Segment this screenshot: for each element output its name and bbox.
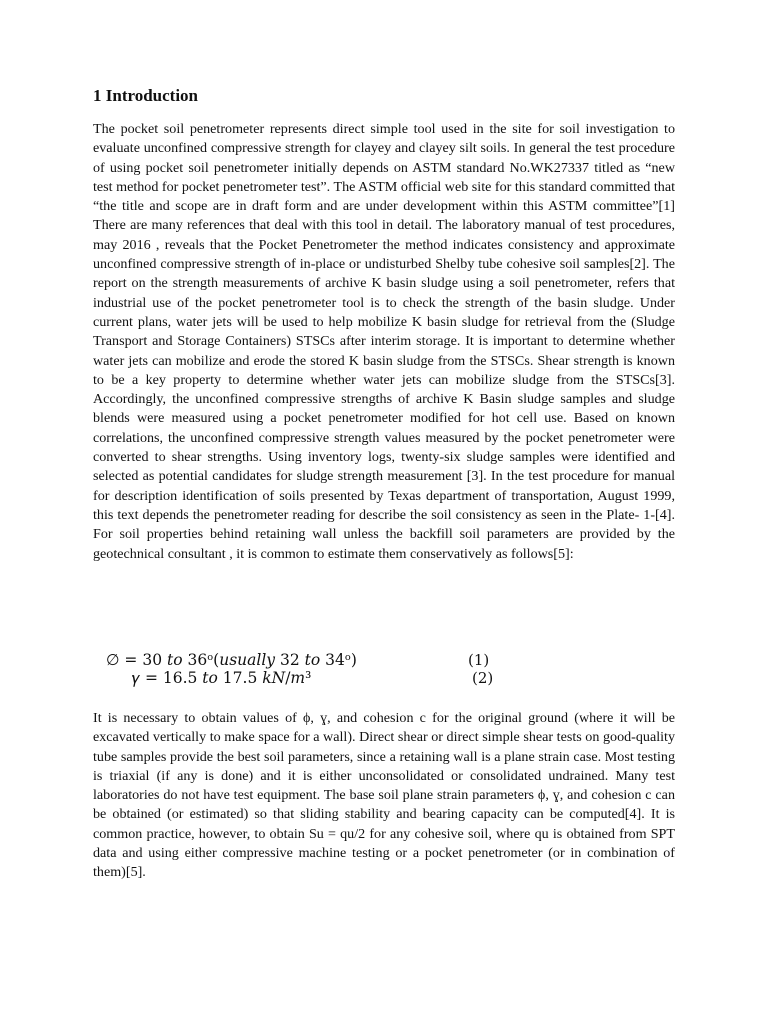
section-heading: 1 Introduction [93, 86, 199, 105]
intro-paragraph: The pocket soil penetrometer represents direct simple tool used in the site for soil investigation to evaluate unconfined compressive strength for clayey and clayey silt soils. In general the test procedure of using pocket soil penetrometer initially depends on ASTM standard No.WK27337 titled as “new test method for pocket penetrometer test”. The ASTM official web site for this standard committed that “the title and scope are in draft form and are under development within this ASTM committee”[1] There are many references that deal with this tool in detail. The laboratory manual of test procedures, may 2016 , reveals that the Pocket Penetrometer the method indicates consistency and approximate unconfined compressive strength of in-place or undisturbed Shelby tube cohesive soil samples[2]. The report on the strength measurements of archive K basin sludge using a soil penetrometer, refers that industrial use of the pocket penetrometer tool is to check the strength of the basin sludge. Under current plans, water jets will be used to help mobilize K basin sludge for retrieval from the (Sludge Transport and Storage Containers) STSCs after interim storage. It is important to determine whether water jets can mobilize and erode the stored K basin sludge from the STSCs. Shear strength is known to be a key property to determine whether water jets can mobilize sludge from the STSCs[3]. Accordingly, the unconfined compressive strengths of archive K Basin sludge samples and sludge blends were measured using a pocket penetrometer modified for hot cell use. Based on known correlations, the unconfined compressive strength values measured by the pocket penetrometer were converted to shear strengths. Using inventory logs, twenty-six sludge samples were identified and selected as potential candidates for sludge strength measurement [3]. In the test procedure for manual for description identification of soils presented by Texas department of transportation, August 1999, this text depends the penetrometer reading for describe the soil consistency as seen in the Plate- 1-[4]. For soil properties behind retaining wall unless the backfill soil parameters are provided by the geotechnical consultant , it is common to estimate them conservatively as follows[5]: [93, 121, 675, 562]
equation-2: 𝛾 = 16.5 𝑡𝑜 17.5 𝑘𝑁/𝑚³ [132, 669, 312, 687]
followup-paragraph: It is necessary to obtain values of ϕ, ɣ, and cohesion c for the original ground (where it will be excavated vertically to make space for a wall). Direct shear or direct simple shear tests on good-quality tube samples provide the best soil parameters, since a retaining wall is a plane strain case. Most testing is triaxial (if any is done) and it is either unconsolidated or consolidated undrained. Many test laboratories do not have test equipment. The base soil plane strain parameters ϕ, ɣ, and cohesion c can be obtained (or estimated) so that sliding stability and bearing capacity can be computed[4]. It is common practice, however, to obtain Su = qu/2 for any cohesive soil, where qu is obtained from SPT data and using either compressive machine testing or a pocket penetrometer (or in combination of them)[5]. [93, 710, 675, 881]
equation-1: ∅ = 30 𝑡𝑜 36ᵒ(𝑢𝑠𝑢𝑎𝑙𝑙𝑦 32 𝑡𝑜 34ᵒ) [106, 651, 357, 669]
equation-1-number: (1) [468, 651, 490, 669]
equation-2-number: (2) [472, 669, 494, 687]
